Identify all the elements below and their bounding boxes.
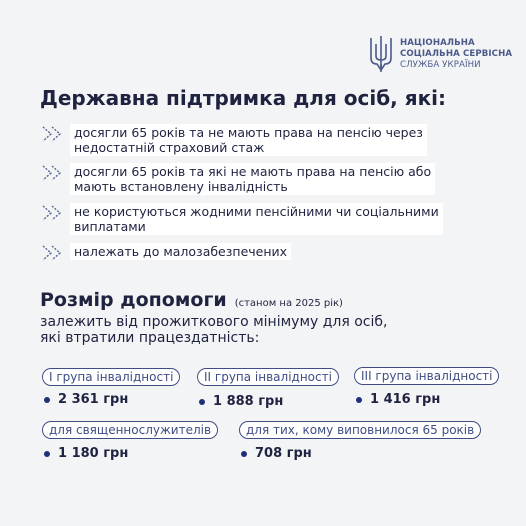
- criteria-text: [70, 124, 427, 156]
- double-chevron-icon: [40, 124, 66, 144]
- amount-value: 2 361 грн: [58, 392, 129, 407]
- group-label-pill: ІІ група інвалідності: [197, 368, 339, 386]
- amount-value: 1 180 грн: [58, 446, 129, 461]
- criteria-text: [70, 243, 291, 260]
- criteria-text: [70, 203, 443, 235]
- bullet-dot-icon: [356, 397, 362, 403]
- criteria-item: [40, 124, 427, 156]
- criteria-item: [40, 163, 435, 195]
- criteria-item: [40, 243, 291, 263]
- org-name-line1: НАЦІОНАЛЬНА: [400, 37, 475, 48]
- size-note: (станом на 2025 рік): [234, 298, 343, 309]
- group-amount: [44, 446, 128, 461]
- criteria-line: досягли 65 років та не мають права на пенсію через: [74, 125, 423, 140]
- org-name: [400, 38, 512, 71]
- group-label-pill: для тих, кому виповнилося 65 років: [239, 421, 481, 439]
- criteria-text: [70, 163, 435, 195]
- trident-emblem-icon: [368, 34, 394, 74]
- group-amount: [356, 392, 440, 407]
- double-chevron-icon: [40, 203, 66, 223]
- size-desc-line: залежить від прожиткового мінімуму для осіб,: [40, 314, 388, 330]
- criteria-line: не користуються жодними пенсійними чи соціальними: [74, 204, 439, 219]
- criteria-line: виплатами: [74, 219, 146, 234]
- size-desc-line: які втратили працездатність:: [40, 330, 260, 346]
- bullet-dot-icon: [44, 397, 50, 403]
- bullet-dot-icon: [241, 451, 247, 457]
- criteria-line: мають встановлену інвалідність: [74, 179, 288, 194]
- size-description: [40, 314, 387, 346]
- group-label-pill: для священнослужителів: [42, 421, 218, 439]
- double-chevron-icon: [40, 243, 66, 263]
- size-title: Розмір допомоги: [40, 289, 227, 311]
- amount-value: 708 грн: [255, 446, 312, 461]
- group-label-pill: ІІІ група інвалідності: [354, 367, 499, 385]
- bullet-dot-icon: [44, 451, 50, 457]
- group-label-pill: І група інвалідності: [42, 368, 180, 386]
- criteria-line: належать до малозабезпечених: [74, 244, 288, 259]
- bullet-dot-icon: [199, 399, 205, 405]
- org-name-line2: СОЦІАЛЬНА СЕРВІСНА: [400, 48, 513, 59]
- group-amount: [44, 392, 128, 407]
- double-chevron-icon: [40, 163, 66, 183]
- org-name-line3: СЛУЖБА УКРАЇНИ: [400, 59, 481, 70]
- group-amount: [241, 446, 312, 461]
- amount-value: 1 416 грн: [370, 392, 441, 407]
- page-heading: Державна підтримка для осіб, які:: [40, 86, 447, 110]
- group-amount: [199, 394, 283, 409]
- criteria-item: [40, 203, 443, 235]
- criteria-line: недостатній страховий стаж: [74, 140, 265, 155]
- org-logo: [368, 34, 512, 74]
- criteria-line: досягли 65 років та які не мають права на пенсію або: [74, 164, 432, 179]
- amount-value: 1 888 грн: [213, 394, 284, 409]
- size-heading: [40, 289, 343, 311]
